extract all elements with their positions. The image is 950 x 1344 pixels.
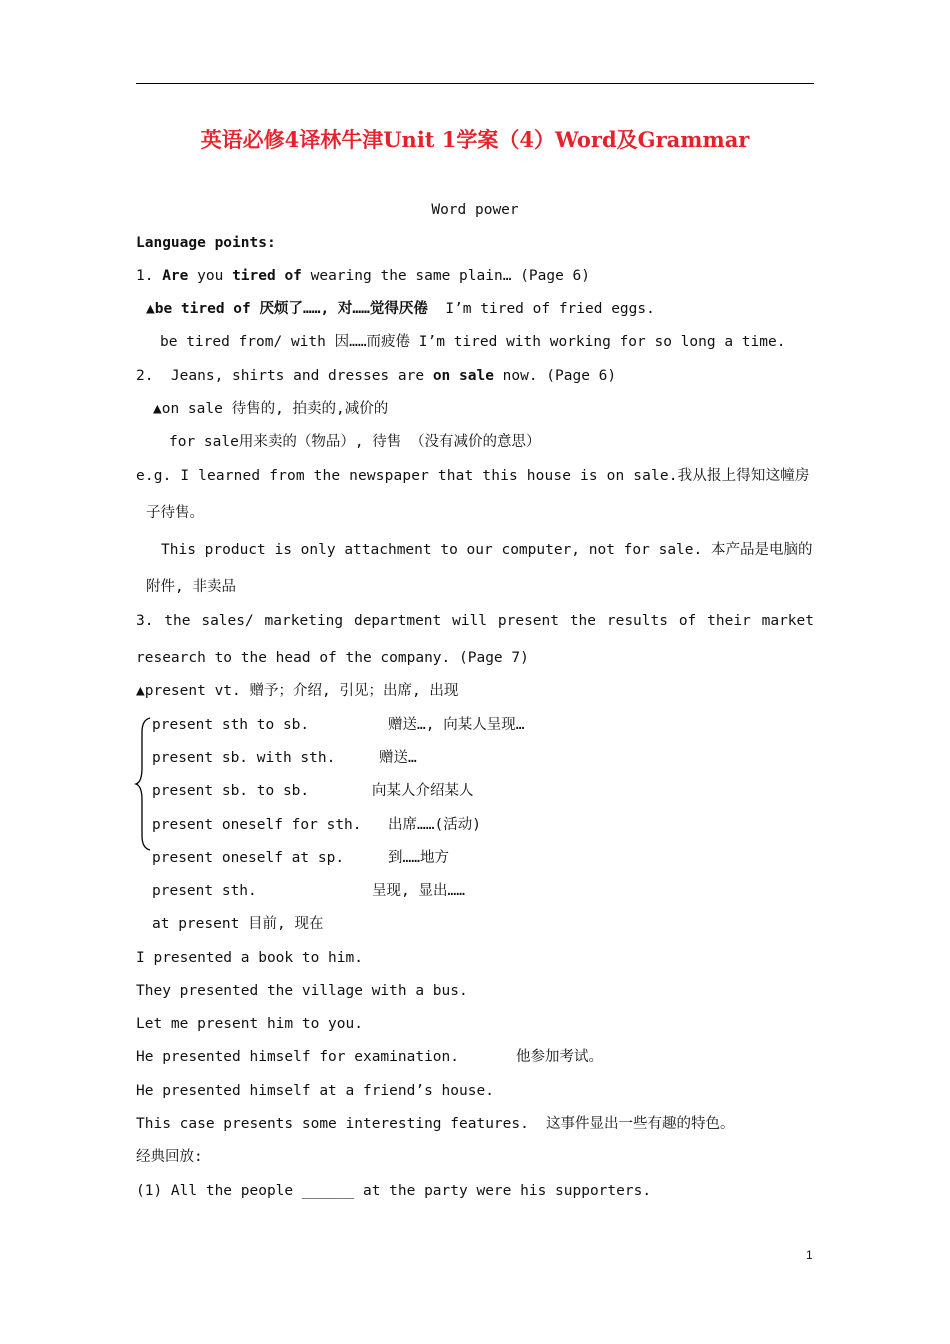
point-1-tired-of: tired of xyxy=(232,268,302,284)
review-label: 经典回放: xyxy=(136,1149,203,1165)
point-1-note-example: I’m tired of fried eggs. xyxy=(427,301,655,317)
point-2-note-1: ▲on sale 待售的, 拍卖的,减价的 xyxy=(153,401,389,417)
phrase-zh: 呈现, 显出…… xyxy=(372,883,465,899)
phrase-en: present sb. with sth. xyxy=(152,750,336,766)
point-2-example-2: This product is only attachment to our computer, not for sale. 本产品是电脑的 xyxy=(161,542,813,558)
point-1-note-2: be tired from/ with 因……而疲倦 I’m tired with working for so long a time. xyxy=(160,334,786,350)
phrase-en: present sb. to sb. xyxy=(152,783,310,799)
point-3-line-1: 3. the sales/ marketing department will present the results of their market xyxy=(136,613,814,629)
example-sentence: I presented a book to him. xyxy=(136,950,363,966)
point-2-note-2: for sale用来卖的（物品）, 待售 （没有减价的意思） xyxy=(169,434,541,450)
header-rule xyxy=(136,83,814,84)
point-2-example-1: e.g. I learned from the newspaper that this house is on sale.我从报上得知这幢房 xyxy=(136,468,810,484)
point-1-note xyxy=(146,299,655,319)
point-1 xyxy=(136,266,590,286)
phrase-en: present sth. xyxy=(152,883,257,899)
phrase-zh: 出席……(活动) xyxy=(388,817,481,833)
point-2 xyxy=(136,366,616,386)
point-2-on-sale: on sale xyxy=(432,368,494,384)
section-heading: Word power xyxy=(431,202,519,218)
phrase-en: present oneself for sth. xyxy=(152,817,362,833)
page-number: 1 xyxy=(806,1248,813,1262)
phrase-en: present sth to sb. xyxy=(152,717,310,733)
exercise-1: (1) All the people ______ at the party were his supporters. xyxy=(136,1183,652,1199)
language-points-label: Language points: xyxy=(136,235,276,251)
example-sentence: He presented himself for examination. xyxy=(136,1049,460,1065)
phrase-zh: 赠送…, 向某人呈现… xyxy=(388,717,525,733)
phrase-zh: 到……地方 xyxy=(388,850,449,866)
point-2-example-1-cont: 子待售。 xyxy=(146,505,204,521)
point-2-start: 2. Jeans, shirts and dresses are xyxy=(136,368,433,384)
example-sentence: Let me present him to you. xyxy=(136,1016,363,1032)
point-2-end: now. (Page 6) xyxy=(493,368,617,384)
point-1-you: you xyxy=(188,268,233,284)
phrase-zh: 向某人介绍某人 xyxy=(372,783,474,799)
point-1-num: 1. xyxy=(136,268,154,284)
phrase-zh: 赠送… xyxy=(379,750,417,766)
example-sentence: This case presents some interesting features. xyxy=(136,1116,529,1132)
point-1-rest: wearing the same plain… (Page 6) xyxy=(301,268,590,284)
phrase-en: present oneself at sp. xyxy=(152,850,345,866)
point-3-line-2: research to the head of the company. (Page 7) xyxy=(136,650,529,666)
point-1-are: Are xyxy=(162,268,189,284)
page-title: 英语必修4译林牛津Unit 1学案（4）Word及Grammar xyxy=(200,127,750,152)
example-sentence: They presented the village with a bus. xyxy=(136,983,468,999)
point-1-note-bold: ▲be tired of 厌烦了……, 对……觉得厌倦 xyxy=(146,301,428,317)
phrase-row xyxy=(152,715,309,735)
brace-icon xyxy=(134,716,154,852)
example-translation: 他参加考试。 xyxy=(516,1049,603,1065)
present-definition: ▲present vt. 赠予；介绍, 引见；出席, 出现 xyxy=(136,683,459,699)
example-sentence: He presented himself at a friend’s house. xyxy=(136,1083,494,1099)
phrase-en: at present 目前, 现在 xyxy=(152,916,324,932)
point-2-example-2-cont: 附件, 非卖品 xyxy=(146,579,236,595)
example-translation: 这事件显出一些有趣的特色。 xyxy=(546,1116,735,1132)
